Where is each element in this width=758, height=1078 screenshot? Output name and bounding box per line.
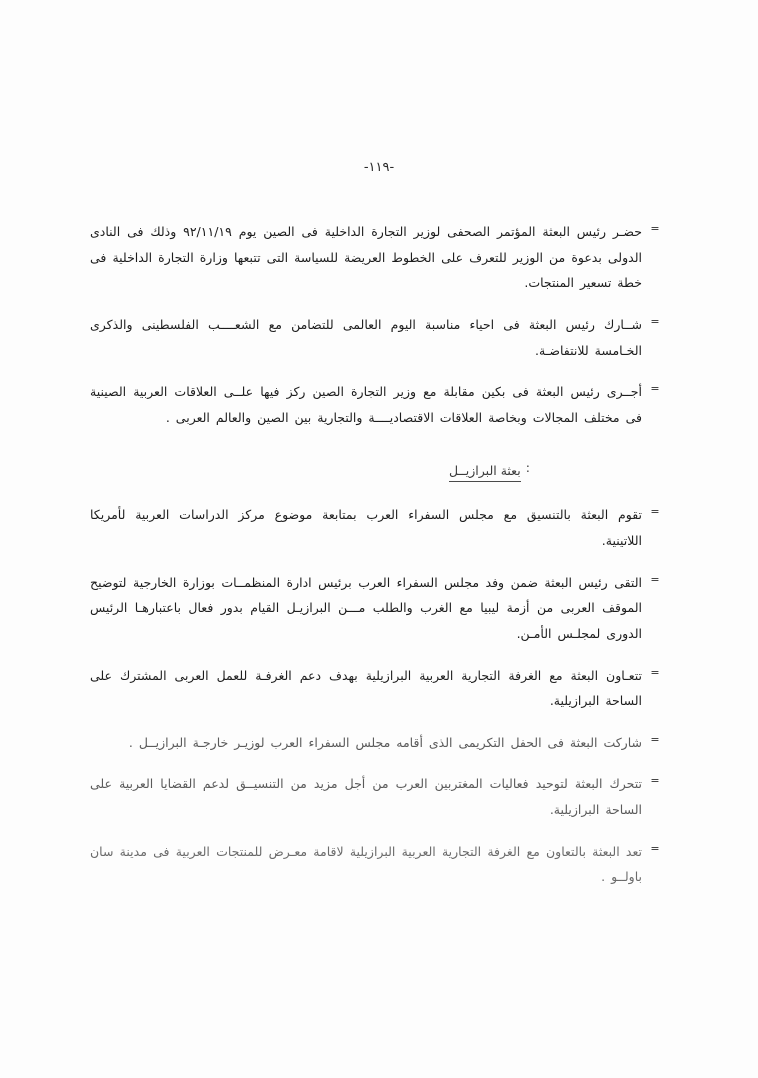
section-heading-inner: [449, 460, 548, 482]
bullet-icon: =: [650, 572, 660, 586]
list-item-text: التقى رئيس البعثة ضمن وفد مجلس السفراء العرب برئيس ادارة المنظمــات بوزارة الخارجية لتوضيح الموقف العربى من أزمة ليبيا مع الغرب والطلب مـــن البرازيـل القيام بدور فعال باعتبارهـا الرئيس الدورى لمجلـس الأمـن.: [90, 574, 642, 641]
list-item: [90, 771, 668, 822]
list-item: [90, 839, 668, 890]
list-item-text: حضـر رئيس البعثة المؤتمر الصحفى لوزير التجارة الداخلية فى الصين يوم ٩٢/١١/١٩ وذلك فى النادى الدولى بدعوة من الوزير للتعرف على الخطوط العريضة للسياسة التى تتبعها وزارة التجارة الداخلية فى خطة تسعير المنتجات.: [90, 224, 642, 291]
bullet-icon: =: [650, 665, 660, 679]
list-item: [90, 570, 668, 647]
list-item-text: تتعـاون البعثة مع الغرفة التجارية العربية البرازيلية بهدف دعم الغرفـة للعمل العربى المشترك على الساحة البرازيلية.: [90, 667, 642, 709]
list-item-text: أجــرى رئيس البعثة فى بكين مقابلة مع وزير التجارة الصين ركز فيها علــى العلاقات العربية الصينية فى مختلف المجالات وبخاصة العلاقات الاقتصاديــــة والتجارية بين الصين والعالم العربى .: [90, 384, 642, 425]
bullet-icon: =: [650, 505, 660, 519]
bullet-icon: =: [650, 841, 660, 855]
list-item: [90, 663, 668, 714]
list-item: [90, 219, 668, 296]
bullet-icon: =: [650, 314, 660, 328]
list-item-text: تتحرك البعثة لتوحيد فعاليات المغتربين العرب من أجل مزيد من التنسيــق لدعم القضايا العربية على الساحة البرازيلية.: [90, 776, 642, 817]
list-item-text: شــارك رئيس البعثة فى احياء مناسبة اليوم العالمى للتضامن مع الشعــــب الفلسطينى والذكرى الخـامسة للانتفاضـة.: [90, 316, 642, 358]
bullet-icon: =: [650, 732, 660, 746]
bullet-icon: =: [650, 382, 660, 396]
list-item: [90, 730, 668, 756]
section-heading: [90, 460, 668, 482]
list-item: [90, 379, 668, 430]
page-number: -۱۱۹-: [363, 160, 395, 175]
bullet-icon: =: [650, 222, 660, 235]
section-heading-title: بعثة البرازيــل: [449, 463, 521, 482]
list-item-text: تقوم البعثة بالتنسيق مع مجلس السفراء العرب بمتابعة موضوع مركز الدراسات العربية لأمريكا اللاتينية.: [90, 507, 642, 548]
list-item-text: شاركت البعثة فى الحفل التكريمى الذى أقامه مجلس السفراء العرب لوزيـر خارجـة البرازيــل .: [128, 734, 642, 750]
list-item: [90, 502, 668, 553]
list-item: [90, 312, 668, 363]
bullet-icon: =: [650, 774, 660, 788]
section-heading-colon: :: [525, 460, 530, 476]
list-item-text: تعد البعثة بالتعاون مع الغرفة التجارية العربية البرازيلية لاقامة معـرض للمنتجات العربية فى مدينة سان باولــو .: [90, 843, 642, 885]
page-content: [90, 215, 668, 906]
